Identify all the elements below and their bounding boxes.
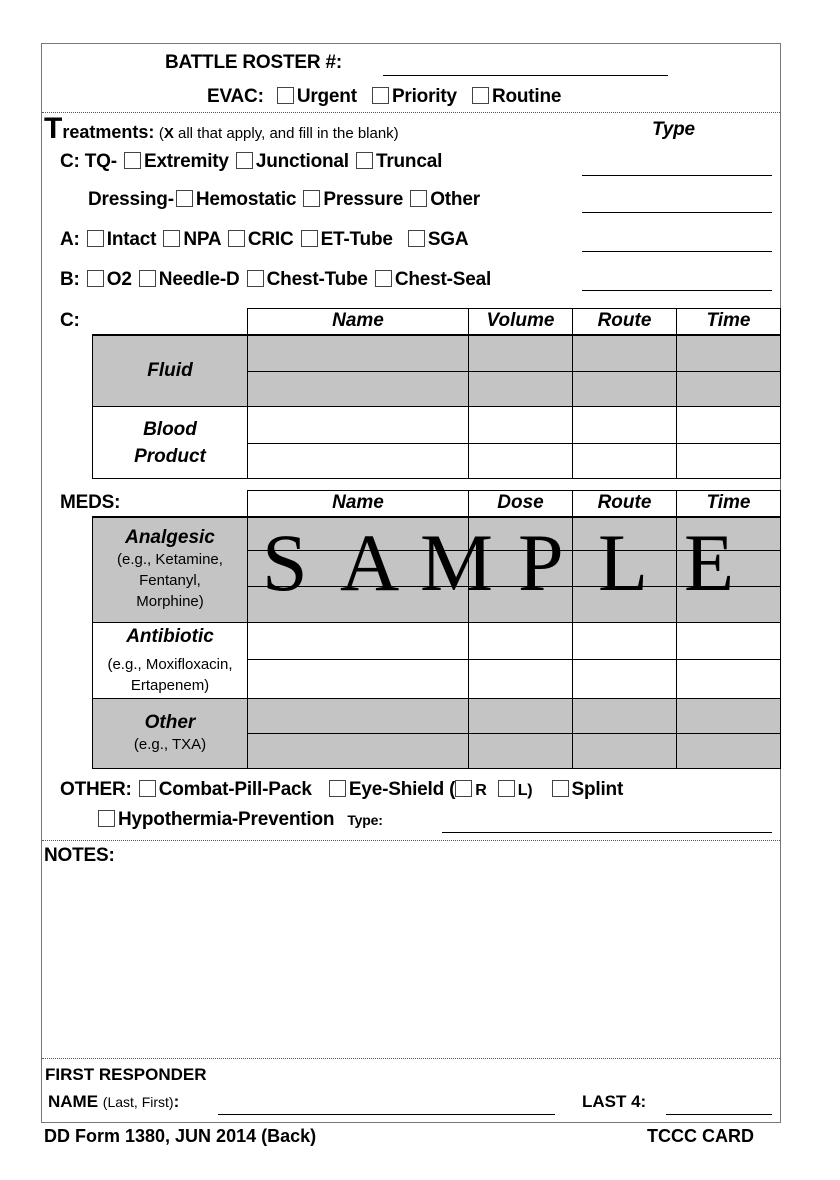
- last4-label: LAST 4:: [582, 1092, 647, 1111]
- a-cric-checkbox[interactable]: [228, 230, 245, 247]
- eye-shield-label: Eye-Shield (: [348, 779, 456, 800]
- dressing-hemostatic-label: Hemostatic: [195, 189, 297, 210]
- first-responder-title: FIRST RESPONDER: [45, 1065, 207, 1084]
- a-label: A:: [60, 229, 80, 250]
- cell[interactable]: [573, 372, 677, 407]
- circulation-label: C:: [60, 310, 80, 331]
- b-label: B:: [60, 269, 80, 290]
- card-title: TCCC CARD: [647, 1126, 754, 1146]
- cell[interactable]: [573, 335, 677, 372]
- form-id: DD Form 1380, JUN 2014 (Back): [44, 1126, 317, 1146]
- col-route: Route: [573, 491, 677, 517]
- other-med-label: [93, 699, 248, 769]
- cell[interactable]: [248, 623, 469, 660]
- tq-junctional-label: Junctional: [255, 151, 349, 172]
- group-example: Ertapenem): [130, 676, 210, 694]
- evac-urgent-checkbox[interactable]: [277, 87, 294, 104]
- type-header: Type: [652, 119, 695, 140]
- title-initial: T: [44, 112, 63, 145]
- other-row: [60, 779, 623, 801]
- fluid-label: Fluid: [93, 335, 248, 407]
- b-needle-checkbox[interactable]: [139, 270, 156, 287]
- a-intact-label: Intact: [106, 229, 157, 250]
- cell[interactable]: [469, 660, 573, 699]
- a-npa-label: NPA: [183, 229, 221, 250]
- dressing-label: Dressing-: [88, 189, 174, 210]
- evac-label: EVAC:: [207, 86, 264, 107]
- cell[interactable]: [469, 372, 573, 407]
- evac-urgent-label: Urgent: [296, 86, 357, 107]
- title-rest: reatments:: [62, 122, 155, 142]
- tq-row: [60, 151, 442, 173]
- col-volume: Volume: [469, 309, 573, 335]
- b-chesttube-checkbox[interactable]: [247, 270, 264, 287]
- hypothermia-row: [96, 809, 383, 831]
- watermark-letter: M: [420, 517, 493, 608]
- group-example: (e.g., Ketamine,: [117, 551, 223, 569]
- cell[interactable]: [248, 734, 469, 769]
- b-chestseal-checkbox[interactable]: [375, 270, 392, 287]
- cell[interactable]: [248, 660, 469, 699]
- cell[interactable]: [677, 623, 781, 660]
- a-sga-checkbox[interactable]: [408, 230, 425, 247]
- evac-row: [207, 86, 561, 108]
- cell[interactable]: [248, 699, 469, 734]
- breathing-row: [60, 269, 491, 291]
- group-name: Antibiotic: [126, 625, 214, 647]
- group-example: (e.g., Moxifloxacin,: [107, 655, 233, 673]
- b-chesttube-label: Chest-Tube: [266, 269, 368, 290]
- cell[interactable]: [677, 734, 781, 769]
- cell[interactable]: [469, 623, 573, 660]
- cell[interactable]: [573, 623, 677, 660]
- cell[interactable]: [677, 407, 781, 444]
- hypothermia-checkbox[interactable]: [98, 810, 115, 827]
- b-o2-checkbox[interactable]: [87, 270, 104, 287]
- col-name: Name: [248, 309, 469, 335]
- antibiotic-label: [93, 623, 248, 699]
- eye-right-label: R: [475, 782, 487, 799]
- group-name: Other: [144, 712, 196, 733]
- a-cric-label: CRIC: [247, 229, 294, 250]
- notes-area[interactable]: [44, 870, 778, 1054]
- battle-roster-field[interactable]: [383, 75, 668, 76]
- eye-left-label: L): [517, 782, 533, 799]
- col-dose: Dose: [469, 491, 573, 517]
- cell[interactable]: [573, 407, 677, 444]
- eye-shield-checkbox[interactable]: [329, 780, 346, 797]
- dressing-row: [88, 189, 480, 211]
- fluids-table: [92, 308, 781, 479]
- group-example: (e.g., TXA): [133, 736, 207, 753]
- other-type-field[interactable]: [442, 832, 772, 833]
- a-ettube-label: ET-Tube: [320, 229, 393, 250]
- notes-label: NOTES:: [44, 845, 115, 866]
- responder-name-field[interactable]: [218, 1114, 555, 1115]
- watermark-letter: S: [262, 517, 308, 608]
- name-hint: (Last, First): [102, 1094, 174, 1110]
- evac-routine-checkbox[interactable]: [472, 87, 489, 104]
- airway-type-field[interactable]: [582, 251, 772, 252]
- cell[interactable]: [469, 699, 573, 734]
- cell[interactable]: [677, 444, 781, 479]
- watermark-letter: A: [340, 517, 400, 608]
- cell[interactable]: [677, 335, 781, 372]
- blood-row: [93, 407, 781, 444]
- c-label: C:: [60, 151, 80, 172]
- instruction-open: (: [158, 125, 164, 142]
- splint-checkbox[interactable]: [552, 780, 569, 797]
- dressing-pressure-label: Pressure: [323, 189, 404, 210]
- evac-priority-label: Priority: [391, 86, 457, 107]
- group-name: Analgesic: [125, 527, 215, 549]
- col-time: Time: [677, 491, 781, 517]
- col-name: Name: [248, 491, 469, 517]
- cell[interactable]: [677, 699, 781, 734]
- cell[interactable]: [573, 699, 677, 734]
- b-needle-label: Needle-D: [158, 269, 240, 290]
- cell[interactable]: [469, 407, 573, 444]
- tq-extremity-label: Extremity: [143, 151, 229, 172]
- cell[interactable]: [677, 372, 781, 407]
- watermark-letter: P: [518, 517, 564, 608]
- cell[interactable]: [677, 660, 781, 699]
- dressing-other-checkbox[interactable]: [410, 190, 427, 207]
- a-sga-label: SGA: [427, 229, 469, 250]
- dressing-hemostatic-checkbox[interactable]: [176, 190, 193, 207]
- col-route: Route: [573, 309, 677, 335]
- group-example: Morphine): [136, 593, 204, 611]
- tq-junctional-checkbox[interactable]: [236, 152, 253, 169]
- combat-pill-pack-checkbox[interactable]: [139, 780, 156, 797]
- evac-routine-label: Routine: [491, 86, 562, 107]
- instruction-rest: all that apply, and fill in the blank): [173, 125, 399, 142]
- cell[interactable]: [469, 335, 573, 372]
- cell[interactable]: [573, 660, 677, 699]
- airway-row: [60, 229, 468, 251]
- tq-truncal-checkbox[interactable]: [356, 152, 373, 169]
- tq-truncal-label: Truncal: [375, 151, 443, 172]
- divider: [42, 1058, 780, 1059]
- blood-product-label: Blood Product: [93, 407, 248, 479]
- cell[interactable]: [248, 444, 469, 479]
- evac-priority-checkbox[interactable]: [372, 87, 389, 104]
- analgesic-label: [93, 517, 248, 623]
- watermark-letter: L: [598, 517, 649, 608]
- meds-label: MEDS:: [60, 492, 121, 513]
- tq-label: TQ-: [84, 151, 117, 172]
- dressing-pressure-checkbox[interactable]: [303, 190, 320, 207]
- other-type-label: Type:: [347, 812, 383, 828]
- a-intact-checkbox[interactable]: [87, 230, 104, 247]
- cell[interactable]: [248, 407, 469, 444]
- blank: [93, 309, 248, 335]
- instruction-x: X: [163, 125, 174, 142]
- splint-label: Splint: [571, 779, 624, 800]
- treatments-title: [44, 112, 399, 146]
- watermark-letter: E: [684, 517, 735, 608]
- cell[interactable]: [573, 444, 677, 479]
- name-label: NAME: [48, 1092, 99, 1111]
- hypothermia-label: Hypothermia-Prevention: [118, 809, 335, 830]
- battle-roster-label: BATTLE ROSTER #:: [165, 52, 342, 73]
- fluid-row: [93, 335, 781, 372]
- cell[interactable]: [248, 372, 469, 407]
- name-colon: :: [173, 1092, 180, 1111]
- tq-extremity-checkbox[interactable]: [124, 152, 141, 169]
- a-npa-checkbox[interactable]: [163, 230, 180, 247]
- cell[interactable]: [248, 335, 469, 372]
- col-time: Time: [677, 309, 781, 335]
- instruction: [159, 125, 399, 142]
- dressing-type-field[interactable]: [582, 212, 772, 213]
- last4-field[interactable]: [666, 1114, 772, 1115]
- breathing-type-field[interactable]: [582, 290, 772, 291]
- cell[interactable]: [469, 444, 573, 479]
- tq-type-field[interactable]: [582, 175, 772, 176]
- b-chestseal-label: Chest-Seal: [394, 269, 492, 290]
- b-o2-label: O2: [106, 269, 132, 290]
- cell[interactable]: [573, 734, 677, 769]
- divider: [42, 840, 780, 841]
- combat-pill-pack-label: Combat-Pill-Pack: [158, 779, 312, 800]
- dressing-other-label: Other: [430, 189, 480, 210]
- eye-right-checkbox[interactable]: [455, 780, 472, 797]
- eye-left-checkbox[interactable]: [498, 780, 515, 797]
- group-example: Fentanyl,: [139, 572, 201, 590]
- other-label: OTHER:: [60, 779, 132, 800]
- cell[interactable]: [469, 734, 573, 769]
- blank: [93, 491, 248, 517]
- a-ettube-checkbox[interactable]: [301, 230, 318, 247]
- responder-name-row: [48, 1092, 179, 1112]
